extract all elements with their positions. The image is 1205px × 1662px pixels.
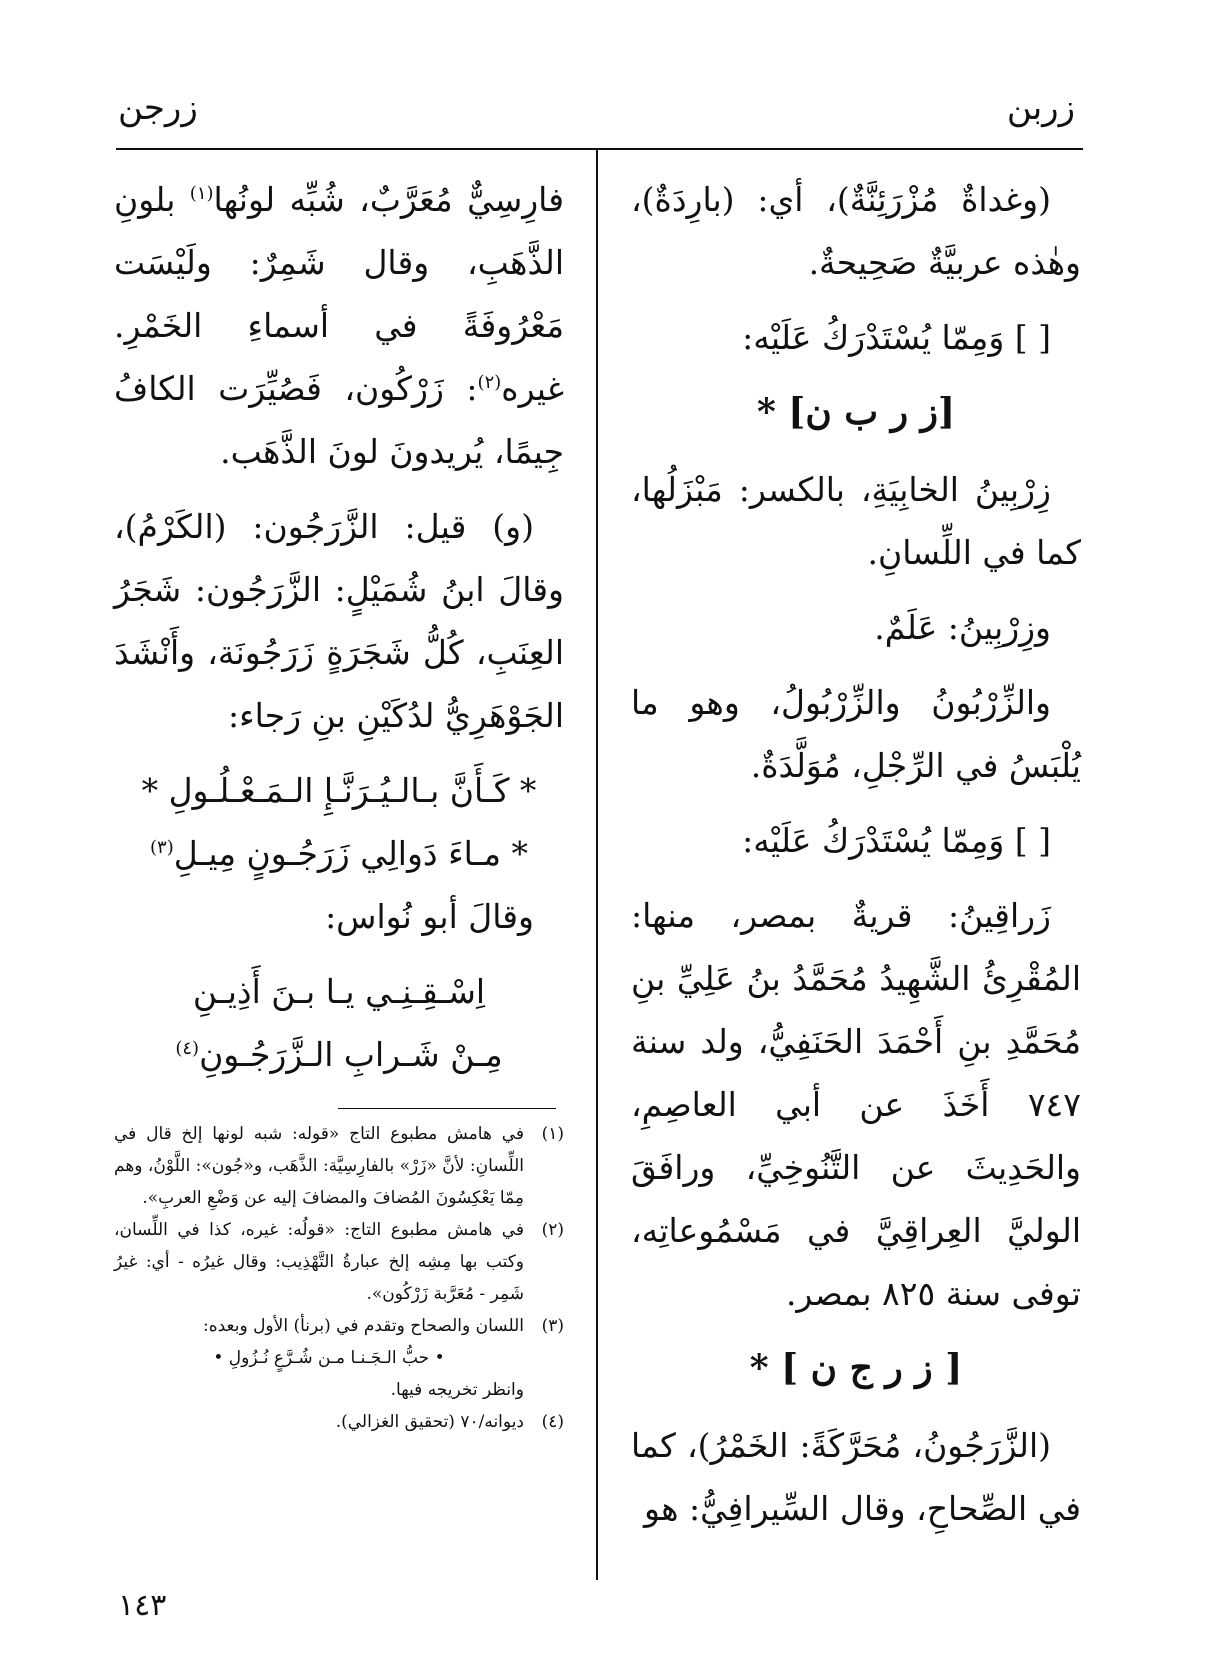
text-run: فارِسِيٌّ مُعَرَّبٌ، شُبِّه لونُها	[213, 180, 565, 219]
page-number: ١٤٣	[118, 1588, 167, 1623]
verse-text: مِـنْ شَـرابِ الـزَّرَجُـونِ	[199, 1035, 503, 1074]
footnote	[114, 1310, 564, 1406]
poem-verse	[114, 822, 564, 885]
entry-heading-zrjn: [ ز ر ج ن ] *	[749, 1347, 963, 1389]
header-rule	[116, 148, 1083, 150]
addendum-note: [ ] وَمِمّا يُسْتَدْرَكُ عَلَيْه:	[742, 318, 1051, 357]
footnote-verse: • حبُّ الـجَـنـا مـن شُـرَّعٍ نُـزُولِ •	[213, 1348, 445, 1368]
entry-paragraph: زِرْبِينُ الخابِيَةِ، بالكسر: مَبْزَلُها، كما في اللِّسانِ.	[631, 470, 1081, 572]
entry-paragraph: (و) قيل: الزَّرَجُون: (الكَرْمُ)، وقالَ ابنُ شُمَيْلٍ: الزَّرَجُون: شَجَرُ العِنَبِ، كُلُّ شَجَرَةٍ زَرَجُونَة، وأَنْشَدَ الجَوْهَرِيُّ لدُكَيْنِ بنِ رَجاء:	[114, 507, 564, 735]
entry-paragraph: زَراقِينُ: قريةٌ بمصر، منها: المُقْرِئُ الشَّهِيدُ مُحَمَّدُ بنُ عَلِيِّ بنِ مُحَمَّدِ بنِ أَحْمَدَ الحَنَفِيُّ، ولد سنة ٧٤٧ أَخَذَ عن أبي العاصِمِ، والحَدِيثَ عن التَّنُوخِيِّ، ورافَقَ الوليَّ العِراقِيَّ في مَسْمُوعاتِه، توفى سنة ٨٢٥ بمصر.	[631, 896, 1081, 1313]
poem-verse: اِسْـقِـنِـي يـا بـنَ أَذِيـنِ	[192, 972, 486, 1011]
text-run: بلونِ الذَّهَبِ، وقال شَمِرٌ: ولَيْسَت مَعْرُوفَةً في أسماءِ الخَمْرِ. غيره	[114, 180, 564, 408]
footnote-text: اللسان والصحاح وتقدم في (برنأ) الأول وبعده:	[202, 1316, 524, 1336]
footnote	[114, 1214, 564, 1310]
footnote	[114, 1118, 564, 1214]
poem-verse	[114, 1023, 564, 1086]
footnotes	[114, 1118, 564, 1438]
entry-paragraph	[114, 168, 564, 483]
right-column	[631, 168, 1081, 1552]
footnote-text: وانظر تخريجه فيها.	[390, 1380, 524, 1400]
footnote-number: (١)	[541, 1124, 564, 1144]
footnote	[114, 1406, 564, 1438]
footnote-marker: (٢)	[477, 372, 502, 393]
footnote-number: (٣)	[541, 1316, 564, 1336]
entry-paragraph: والزِّرْبُونُ والزِّرْبُولُ، وهو ما يُلْبَسُ في الرِّجْلِ، مُوَلَّدَةٌ.	[631, 683, 1081, 785]
running-header-left: زرجن	[118, 88, 198, 128]
footnote-text: في هامش مطبوع التاج «قوله: شبه لونها إلخ قال في اللِّسانِ: لأنَّ «زَرْ» بالفارِسِيَّة: الذَّهَب، و«جُون»: اللَّوْنُ، وهم مِمّا يَعْكِسُونَ المُضافَ والمضافَ إليه عن وَضْعِ العربِ».	[114, 1124, 524, 1208]
footnote-marker: (٣)	[150, 837, 174, 858]
footnote-marker: (٤)	[175, 1038, 200, 1059]
footnote-number: (٢)	[541, 1220, 564, 1240]
column-divider	[596, 150, 598, 1580]
entry-paragraph: وقالَ أبو نُواس:	[325, 897, 534, 936]
footnote-marker: (١)	[189, 183, 214, 204]
footnote-body	[114, 1310, 524, 1406]
footnote-text: في هامش مطبوع التاج: «قولُه: غيره، كذا في اللِّسان، وكتب بها مِشِه إلخ عبارةُ التَّهْذِيب: وقال غيرُه - أي: غيرُ شَمِر - مُعَرَّبة زَرْكُون».	[114, 1220, 524, 1304]
entry-paragraph: وزِرْبِينُ: عَلَمٌ.	[874, 608, 1051, 647]
entry-paragraph: (وغداةٌ مُزْرَئِنَّةٌ)، أي: (بارِدَةٌ)، وهٰذه عربيَّةٌ صَحِيحةٌ.	[631, 180, 1081, 282]
entry-heading-zrbn: [ز ر ب ن] *	[756, 391, 956, 433]
footnote-number: (٤)	[541, 1412, 564, 1432]
addendum-note: [ ] وَمِمّا يُسْتَدْرَكُ عَلَيْه:	[742, 821, 1051, 860]
text-run: : زَرْكُون، فَصُيِّرَت الكافُ جِيمًا، يُريدونَ لونَ الذَّهَب.	[114, 369, 564, 471]
verse-text: * مـاءَ دَوالِي زَرَجُـونٍ مِيـلِ	[173, 834, 528, 873]
poem-verse: * كَـأَنَّ بـالـيُـرَنَّـإِ الـمَـعْـلُـولِ *	[141, 771, 537, 810]
entry-paragraph: (الزَّرَجُونُ، مُحَرَّكَةً: الخَمْرُ)، كما في الصِّحاحِ، وقال السِّيرافِيُّ: هو	[631, 1426, 1081, 1528]
left-column	[114, 168, 564, 1086]
footnote-text: ديوانه/٧٠ (تحقيق الغزالي).	[335, 1412, 524, 1432]
footnote-rule	[338, 1108, 556, 1109]
running-header-right: زربن	[1006, 88, 1075, 128]
